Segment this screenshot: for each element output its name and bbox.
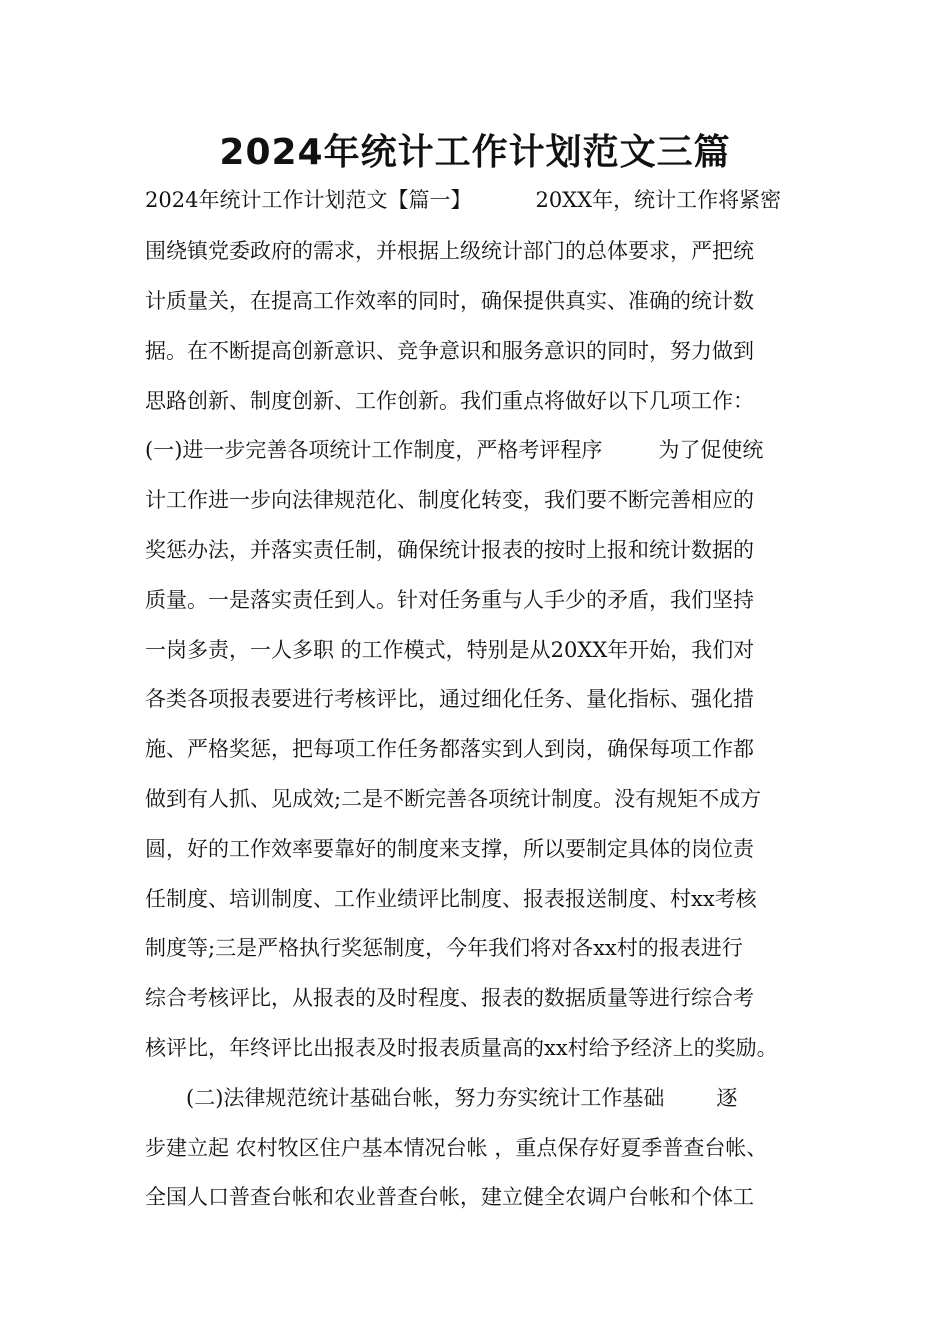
line-text-cont: 20XX年，统计工作将紧密 <box>535 188 782 212</box>
line-text-cont: 为了促使统 <box>658 438 764 462</box>
line-text: 全国人口普查台帐和农业普查台帐，建立健全农调户台帐和个体工 <box>145 1185 754 1209</box>
paragraph-line <box>145 585 825 615</box>
line-text: 围绕镇党委政府的需求，并根据上级统计部门的总体要求，严把统 <box>145 239 754 263</box>
line-text: 施、严格奖惩，把每项工作任务都落实到人到岗，确保每项工作都 <box>145 737 754 761</box>
line-text: 步建立起 农村牧区住户基本情况台帐 ，重点保存好夏季普查台帐、 <box>145 1136 768 1160</box>
paragraph-line <box>186 1083 826 1113</box>
line-text: 综合考核评比，从报表的及时程度、报表的数据质量等进行综合考 <box>145 986 754 1010</box>
paragraph-line <box>145 884 825 914</box>
paragraph-line <box>145 485 825 515</box>
line-text: 核评比，年终评比出报表及时报表质量高的xx村给予经济上的奖励。 <box>145 1036 778 1060</box>
line-text: 思路创新、制度创新、工作创新。我们重点将做好以下几项工作： <box>145 389 754 413</box>
paragraph-line <box>145 635 825 665</box>
line-text: 圆，好的工作效率要靠好的制度来支撑，所以要制定具体的岗位责 <box>145 837 754 861</box>
document-title: 2024年统计工作计划范文三篇 <box>219 132 731 173</box>
paragraph-line <box>145 1133 825 1163</box>
paragraph-line <box>145 734 825 764</box>
paragraph-line <box>145 185 825 215</box>
paragraph-line <box>145 684 825 714</box>
line-text: 制度等;三是严格执行奖惩制度，今年我们将对各xx村的报表进行 <box>145 936 743 960</box>
line-text: 一岗多责，一人多职 的工作模式，特别是从20XX年开始，我们对 <box>145 638 755 662</box>
paragraph-line <box>145 236 825 266</box>
line-text: (一)进一步完善各项统计工作制度，严格考评程序 <box>145 438 603 462</box>
paragraph-line <box>145 784 825 814</box>
line-text: 2024年统计工作计划范文【篇一】 <box>145 188 472 212</box>
paragraph-line <box>145 386 825 416</box>
line-text: 做到有人抓、见成效;二是不断完善各项统计制度。没有规矩不成方 <box>145 787 762 811</box>
line-text: 质量。一是落实责任到人。针对任务重与人手少的矛盾，我们坚持 <box>145 588 754 612</box>
paragraph-line <box>145 286 825 316</box>
paragraph-line <box>145 983 825 1013</box>
line-text: 计工作进一步向法律规范化、制度化转变，我们要不断完善相应的 <box>145 488 754 512</box>
line-text: 任制度、培训制度、工作业绩评比制度、报表报送制度、村xx考核 <box>145 887 757 911</box>
line-text-cont: 逐 <box>716 1086 738 1110</box>
paragraph-line <box>145 933 825 963</box>
line-text: 各类各项报表要进行考核评比，通过细化任务、量化指标、强化措 <box>145 687 754 711</box>
paragraph-line <box>145 1182 825 1212</box>
paragraph-line <box>145 336 825 366</box>
line-text: (二)法律规范统计基础台帐，努力夯实统计工作基础 <box>186 1086 665 1110</box>
paragraph-line <box>145 834 825 864</box>
paragraph-line <box>145 1033 825 1063</box>
paragraph-line <box>145 435 825 465</box>
line-text: 据。在不断提高创新意识、竞争意识和服务意识的同时，努力做到 <box>145 339 754 363</box>
line-text: 奖惩办法，并落实责任制，确保统计报表的按时上报和统计数据的 <box>145 538 754 562</box>
line-text: 计质量关，在提高工作效率的同时，确保提供真实、准确的统计数 <box>145 289 754 313</box>
paragraph-line <box>145 535 825 565</box>
